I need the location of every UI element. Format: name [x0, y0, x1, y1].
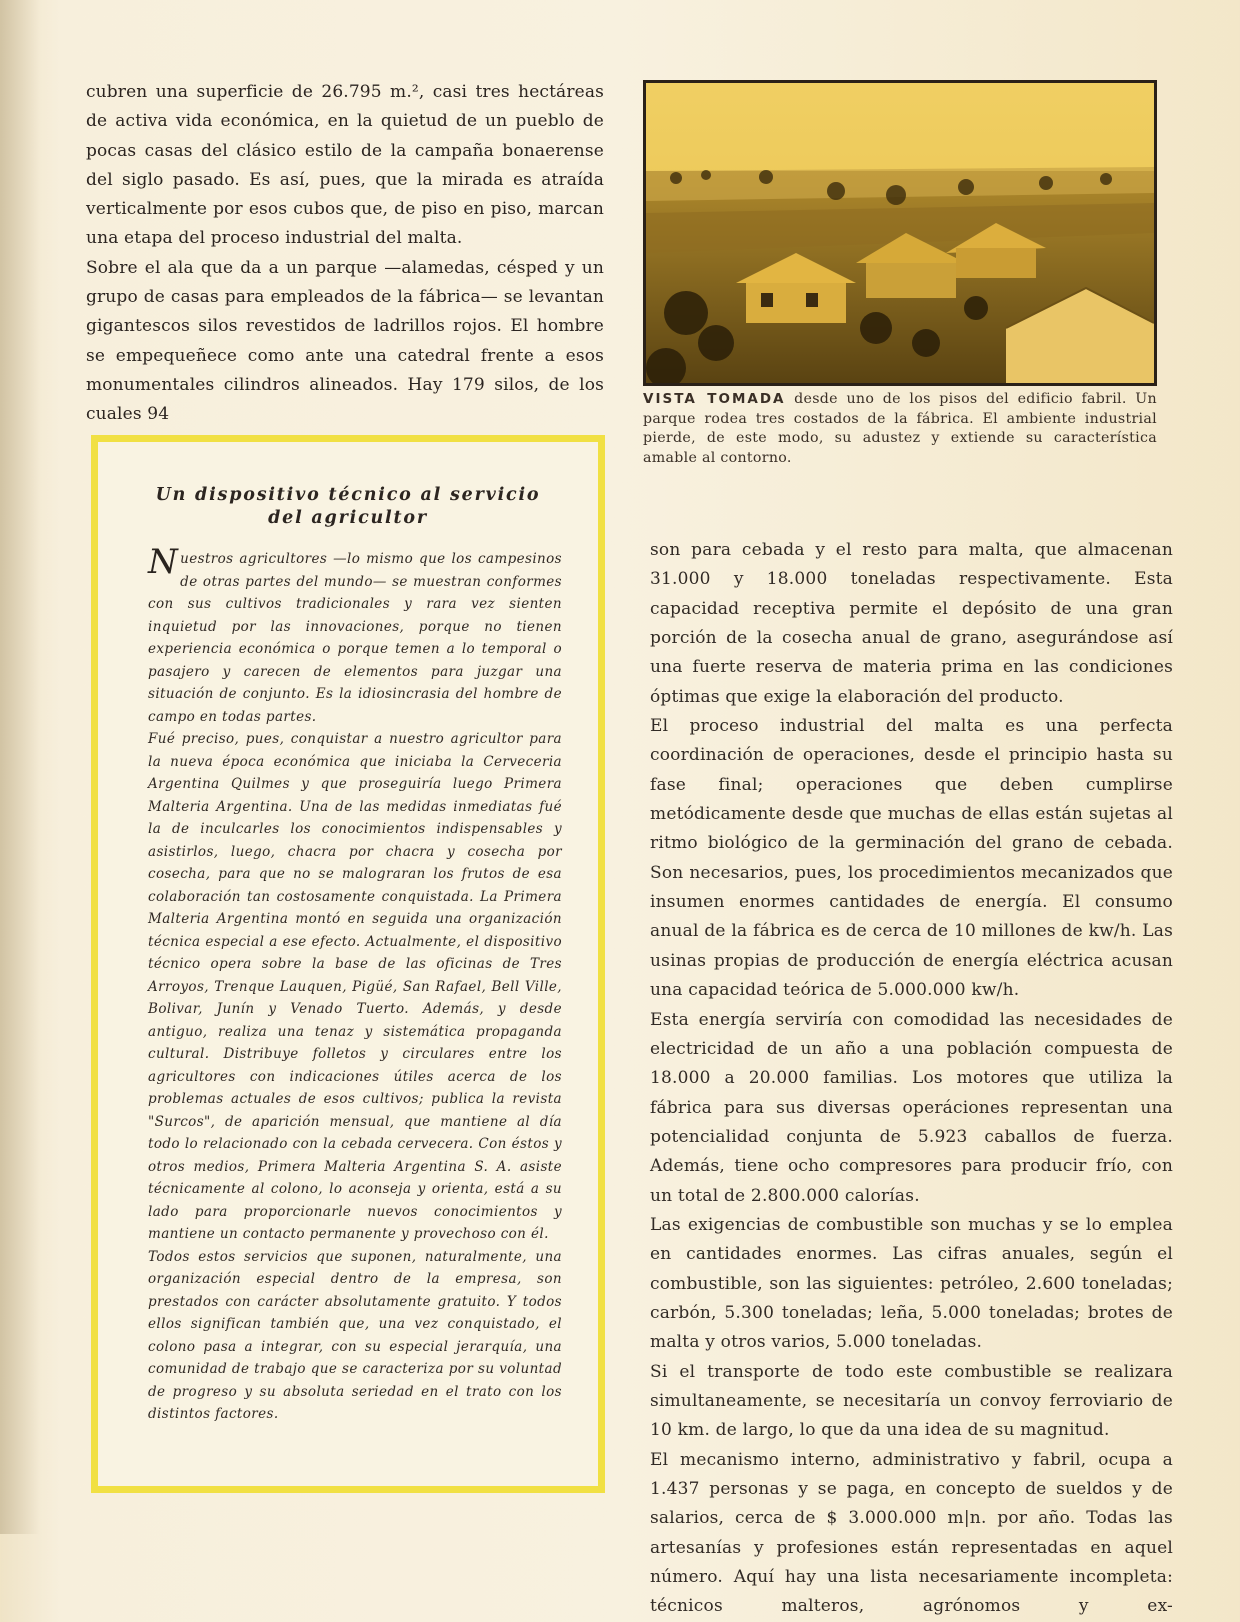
sidebar-paragraph	[148, 542, 562, 728]
sidebar-title-line: Un dispositivo técnico al servicio	[155, 485, 541, 505]
sidebar-body	[148, 542, 562, 1426]
right-text-column	[650, 536, 1173, 1622]
paragraph: Las exigencias de combustible son muchas y se lo emplea en cantidades enormes. Las cifras anuales, según el combustible, son las siguientes: petróleo, 2.600 toneladas; carbón, 5.300 toneladas; leña, 5.000 toneladas; brotes de malta y otros varios, 5.000 toneladas.	[650, 1214, 1173, 1353]
paragraph: El mecanismo interno, administrativo y fabril, ocupa a 1.437 personas y se paga, en concepto de sueldos y de salarios, cerca de $ 3.000.000 m|n. por año. Todas las artesanías y profesiones están representadas en aquel número. Aquí hay una lista necesariamente incompleta: técnicos malteros, agrónomos y ex-	[650, 1449, 1173, 1617]
paragraph: Si el transporte de todo este combustible se realizara simultaneamente, se necesitaría un convoy ferroviario de 10 km. de largo, lo que da una idea de su magnitud.	[650, 1361, 1173, 1441]
factory-view-photo	[643, 80, 1157, 386]
photo-illustration	[646, 83, 1154, 383]
sidebar-title	[138, 484, 558, 530]
paragraph: Esta energía serviría con comodidad las necesidades de electricidad de un año a una población compuesta de 18.000 a 20.000 familias. Los motores que utiliza la fábrica para sus diversas operáciones representan una potencialidad conjunta de 5.923 caballos de fuerza. Además, tiene ocho compresores para producir frío, con un total de 2.800.000 calorías.	[650, 1009, 1173, 1206]
paragraph: El proceso industrial del malta es una perfecta coordinación de operaciones, desde el principio hasta su fase final; operaciones que deben cumplirse metódicamente desde que muchas de ellas están sujetas al ritmo biológico de la germinación del grano de cebada. Son necesarios, pues, los procedimientos mecanizados que insumen enormes cantidades de energía. El consumo anual de la fábrica es de cerca de 10 millones de kw/h. Las usinas propias de producción de energía eléctrica acusan una capacidad teórica de 5.000.000 kw/h.	[650, 716, 1173, 1001]
top-left-text-column	[86, 78, 604, 430]
photo-caption	[643, 390, 1157, 468]
sidebar-paragraph: Todos estos servicios que suponen, naturalmente, una organización especial dentro de la empresa, son prestados con carácter absolutamente gratuito. Y todos ellos significan también que, una vez conquistado, el colono pasa a integrar, con su especial jerarquía, una comunidad de trabajo que se caracteriza por su voluntad de progreso y su absoluta seriedad en el trato con los distintos factores.	[148, 1248, 562, 1422]
caption-text: desde uno de los pisos del edificio fabril. Un parque rodea tres costados de la fábrica. El ambiente industrial pierde, de este modo, su adustez y extiende su característica amable al contorno.	[643, 391, 1157, 466]
sidebar-paragraph-text: uestros agricultores —lo mismo que los campesinos de otras partes del mundo— se muestran conformes con sus cultivos tradicionales y rara vez sienten inquietud por las innovaciones, porque no tienen experiencia económica o porque temen a lo temporal o pasajero y carecen de elementos para juzgar una situación de conjunto. Es la idiosincrasia del hombre de campo en todas partes.	[148, 551, 562, 725]
sidebar-paragraph: Fué preciso, pues, conquistar a nuestro agricultor para la nueva época económica que iniciaba la Cerveceria Argentina Quilmes y que proseguiría luego Primera Malteria Argentina. Una de las medidas inmediatas fué la de inculcarles los conocimientos indispensables y asistirlos, luego, chacra por chacra y cosecha por cosecha, para que no se malograran los frutos de esa colaboración tan costosamente conquistada. La Primera Malteria Argentina montó en seguida una organización técnica especial a ese efecto. Actualmente, el dispositivo técnico opera sobre la base de las oficinas de Tres Arroyos, Trenque Lauquen, Pigüé, San Rafael, Bell Ville, Bolivar, Junín y Venado Tuerto. Además, y desde antiguo, realiza una tenaz y sistemática propaganda cultural. Distribuye folletos y circulares entre los agricultores con indicaciones útiles acerca de los problemas actuales de esos cultivos; publica la revista "Surcos", de aparición mensual, que mantiene al día todo lo relacionado con la cebada cervecera. Con éstos y otros medios, Primera Malteria Argentina S. A. asiste técnicamente al colono, lo aconseja y orienta, está a su lado para proporcionarle nuevos conocimientos y mantiene un contacto permanente y provechoso con él.	[148, 731, 562, 1242]
caption-lead: VISTA TOMADA	[643, 391, 786, 407]
paragraph: Sobre el ala que da a un parque —alamedas, césped y un grupo de casas para empleados de la fábrica— se levantan gigantescos silos revestidos de ladrillos rojos. El hombre se empequeñece como ante una catedral frente a esos monumentales cilindros alineados. Hay 179 silos, de los cuales 94	[86, 257, 604, 425]
sidebar-box	[91, 435, 605, 1493]
paragraph: cubren una superficie de 26.795 m.², casi tres hectáreas de activa vida económica, en la quietud de un pueblo de pocas casas del clásico estilo de la campaña bonaerense del siglo pasado. Es así, pues, que la mirada es atraída verticalmente por esos cubos que, de piso en piso, marcan una etapa del proceso industrial del malta.	[86, 82, 604, 249]
page-gutter-shadow	[0, 0, 40, 1534]
paragraph: son para cebada y el resto para malta, que almacenan 31.000 y 18.000 toneladas respectivamente. Esta capacidad receptiva permite el depósito de una gran porción de la cosecha anual de grano, asegurándose así una fuerte reserva de materia prima en las condiciones óptimas que exige la elaboración del producto.	[650, 540, 1173, 707]
drop-cap: N	[148, 542, 179, 582]
sidebar-title-line: del agricultor	[268, 508, 428, 528]
